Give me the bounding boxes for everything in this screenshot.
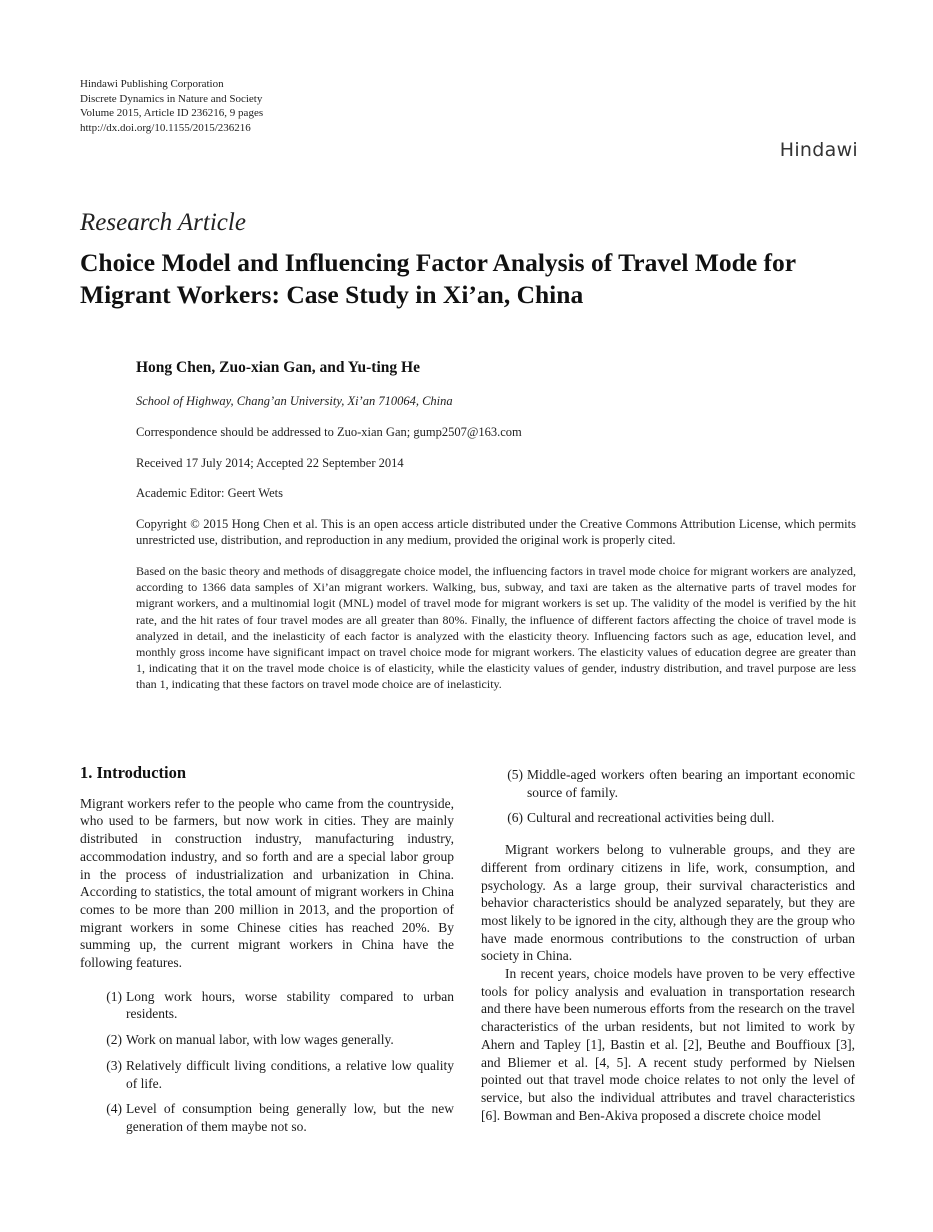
abstract: Based on the basic theory and methods of disaggregate choice model, the influencing factors in travel mode choice for migrant workers are analyzed, according to 1366 data samples of Xi’an migrant workers. Walking, bus, subway, and taxi are taken as the alternative parts of travel modes for migrant workers, and a multinomial logit (MNL) model of travel mode for migrant workers is set up. The validity of the model is verified by the hit rate, and the hit rates of four travel modes are all greater than 80%. Finally, the influence of different factors affecting the choice of travel mode is analyzed in detail, and the inelasticity of each factor is analyzed with the elasticity theory. Influencing factors such as age, education level, and monthly gross income have significant impact on travel choice mode for migrant workers. The elasticity values of education degree are greater than 1, indicating that it on the travel mode choice is of elasticity, while the elasticity values of gender, industry distribution, and travel purpose are less than 1, indicating that these factors on travel mode choice are of inelasticity. xyxy=(136,564,856,692)
list-item-number: (5) xyxy=(507,767,523,782)
list-item xyxy=(481,809,855,827)
features-list-left xyxy=(80,988,454,1136)
paper-title: Choice Model and Influencing Factor Analysis of Travel Mode for Migrant Workers: Case Study in Xi’an, China xyxy=(80,248,796,309)
list-item xyxy=(80,1031,454,1049)
doi-link[interactable]: http://dx.doi.org/10.1155/2015/236216 xyxy=(80,121,251,134)
left-column xyxy=(80,764,454,1144)
section-heading: 1. Introduction xyxy=(80,763,187,782)
academic-editor: Academic Editor: Geert Wets xyxy=(136,486,283,500)
list-item-text: Middle-aged workers often bearing an important economic source of family. xyxy=(527,767,855,800)
list-item-number: (1) xyxy=(106,988,122,1004)
intro-paragraph-2: Migrant workers belong to vulnerable groups, and they are different from ordinary citizens in life, work, consumption, and psychology. As a large group, their survival characteristics and behavior characteristics should be analyzed separately, but they are most likely to be ignored in the city, although they are the group who have made enormous contributions to the construction of urban society in China. xyxy=(481,842,855,964)
publisher-logo: Hindawi xyxy=(779,139,858,161)
journal-info xyxy=(80,77,263,135)
list-item-number: (6) xyxy=(507,810,523,826)
right-column xyxy=(481,766,855,1124)
intro-paragraph-1: Migrant workers refer to the people who came from the countryside, who used to be farmers, but now work in cities. They are mainly distributed in construction industry, manufacturing industry, accommodation industry, and so forth and are a special labor group in the process of industrialization and urbanization in China. According to statistics, the total amount of migrant workers in China comes to be more than 200 million in 2013, and the proportion of migrant workers in some Chinese cities has reached 20%. By summing up, the current migrant workers in China have the following features. xyxy=(80,795,454,971)
affiliation: School of Highway, Chang’an University, Xi’an 710064, China xyxy=(136,394,453,408)
list-item-text: Cultural and recreational activities being dull. xyxy=(527,810,775,826)
list-item xyxy=(80,988,454,1023)
list-item-text: Relatively difficult living conditions, a relative low quality of life. xyxy=(126,1057,454,1091)
article-type: Research Article xyxy=(80,209,246,236)
publisher: Hindawi Publishing Corporation xyxy=(80,78,224,90)
list-item xyxy=(80,1057,454,1092)
volume-line: Volume 2015, Article ID 236216, 9 pages xyxy=(80,107,264,119)
dates: Received 17 July 2014; Accepted 22 September 2014 xyxy=(136,456,404,470)
correspondence: Correspondence should be addressed to Zuo-xian Gan; gump2507@163.com xyxy=(136,425,522,439)
features-list-right xyxy=(481,766,855,827)
list-item-text: Long work hours, worse stability compared to urban residents. xyxy=(126,988,454,1022)
list-item xyxy=(481,766,855,801)
list-item-text: Level of consumption being generally low, but the new generation of them maybe not so. xyxy=(126,1101,454,1134)
list-item-number: (4) xyxy=(106,1101,122,1117)
authors: Hong Chen, Zuo-xian Gan, and Yu-ting He xyxy=(136,359,420,376)
list-item-text: Work on manual labor, with low wages generally. xyxy=(126,1032,394,1048)
copyright: Copyright © 2015 Hong Chen et al. This is an open access article distributed under the Creative Commons Attribution License, which permits unrestricted use, distribution, and reproduction in any medium, provided the original work is properly cited. xyxy=(136,517,856,547)
list-item xyxy=(80,1100,454,1135)
journal-name: Discrete Dynamics in Nature and Society xyxy=(80,92,263,105)
intro-paragraph-3: In recent years, choice models have proven to be very effective tools for policy analysis and evaluation in transportation research and there have been numerous efforts from the research on the travel characteristics of the urban residents, but not limited to work by Ahern and Tapley [1], Bastin et al. [2], Beuthe and Bouffioux [3], and Bliemer et al. [4, 5]. A recent study performed by Nielsen pointed out that travel mode choice relates to not only the level of service, but also the individual attributes and travel characteristics [6]. Bowman and Ben-Akiva proposed a discrete choice model xyxy=(481,966,855,1123)
list-item-number: (2) xyxy=(106,1032,122,1048)
list-item-number: (3) xyxy=(106,1057,122,1073)
